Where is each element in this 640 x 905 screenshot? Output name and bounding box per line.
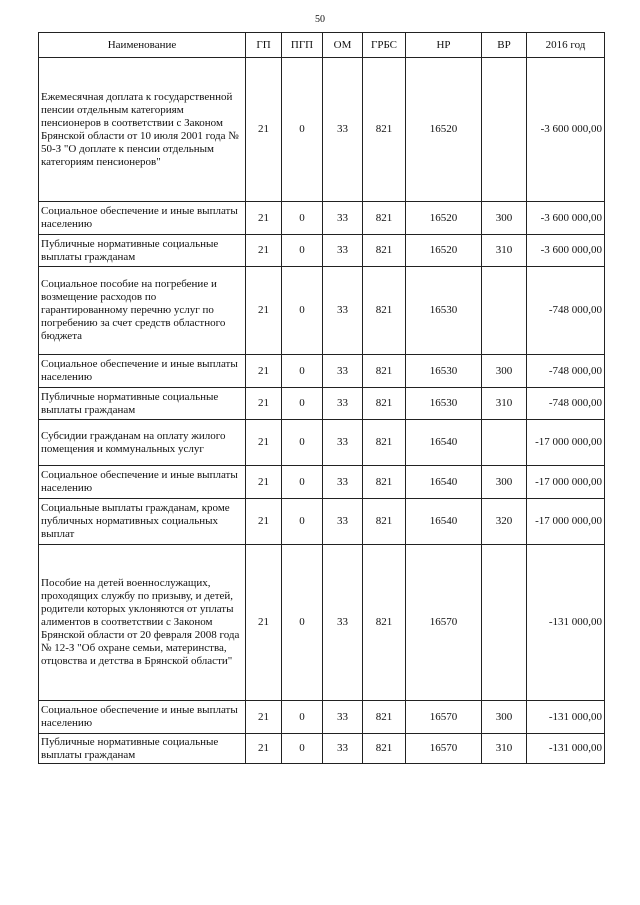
cell-vr: 310 [482, 388, 527, 420]
cell-om: 33 [323, 202, 363, 235]
table-row [39, 466, 605, 499]
cell-amount: -17 000 000,00 [527, 466, 605, 499]
header-vr: ВР [482, 33, 527, 58]
cell-grbs: 821 [363, 545, 406, 701]
header-grbs: ГРБС [363, 33, 406, 58]
cell-gp: 21 [246, 267, 282, 355]
cell-nr: 16570 [406, 701, 482, 734]
cell-pgp: 0 [282, 701, 323, 734]
cell-nr: 16540 [406, 466, 482, 499]
cell-om: 33 [323, 734, 363, 764]
cell-om: 33 [323, 235, 363, 267]
cell-nr: 16530 [406, 267, 482, 355]
cell-nr: 16540 [406, 420, 482, 466]
cell-name: Ежемесячная доплата к государственной пенсии отдельным категориям пенсионеров в соответствии с Законом Брянской области от 10 июля 2001 года № 50-З "О доплате к пенсии отдельным категориям пенсионеров" [39, 58, 246, 202]
header-nr: НР [406, 33, 482, 58]
cell-vr [482, 420, 527, 466]
cell-name: Субсидии гражданам на оплату жилого помещения и коммунальных услуг [39, 420, 246, 466]
cell-vr: 310 [482, 235, 527, 267]
cell-gp: 21 [246, 235, 282, 267]
cell-name: Публичные нормативные социальные выплаты гражданам [39, 388, 246, 420]
cell-nr: 16520 [406, 58, 482, 202]
table-row [39, 58, 605, 202]
cell-om: 33 [323, 499, 363, 545]
cell-pgp: 0 [282, 267, 323, 355]
cell-vr: 300 [482, 466, 527, 499]
cell-om: 33 [323, 58, 363, 202]
header-gp: ГП [246, 33, 282, 58]
cell-name: Пособие на детей военнослужащих, проходящих службу по призыву, и детей, родители которых уклоняются от уплаты алиментов в соответствии с Законом Брянской области от 20 февраля 2008 года № 12-З "Об охране семьи, материнства, отцовства и детства в Брянской области" [39, 545, 246, 701]
budget-table [38, 32, 605, 764]
cell-grbs: 821 [363, 734, 406, 764]
table-row [39, 734, 605, 764]
cell-grbs: 821 [363, 202, 406, 235]
cell-vr [482, 545, 527, 701]
cell-pgp: 0 [282, 388, 323, 420]
cell-nr: 16530 [406, 355, 482, 388]
cell-gp: 21 [246, 466, 282, 499]
table-row [39, 545, 605, 701]
cell-vr [482, 58, 527, 202]
table-header-row [39, 33, 605, 58]
header-year: 2016 год [527, 33, 605, 58]
cell-name: Социальное пособие на погребение и возмещение расходов по гарантированному перечню услуг по погребению за счет средств областного бюджета [39, 267, 246, 355]
cell-pgp: 0 [282, 202, 323, 235]
cell-name: Публичные нормативные социальные выплаты гражданам [39, 734, 246, 764]
cell-vr: 300 [482, 202, 527, 235]
table-row [39, 202, 605, 235]
cell-amount: -748 000,00 [527, 267, 605, 355]
cell-om: 33 [323, 466, 363, 499]
cell-grbs: 821 [363, 420, 406, 466]
cell-amount: -748 000,00 [527, 355, 605, 388]
cell-name: Публичные нормативные социальные выплаты гражданам [39, 235, 246, 267]
table-row [39, 701, 605, 734]
cell-gp: 21 [246, 420, 282, 466]
cell-vr: 320 [482, 499, 527, 545]
table-row [39, 355, 605, 388]
cell-amount: -3 600 000,00 [527, 58, 605, 202]
cell-pgp: 0 [282, 355, 323, 388]
table-row [39, 388, 605, 420]
cell-pgp: 0 [282, 420, 323, 466]
cell-gp: 21 [246, 202, 282, 235]
header-name: Наименование [39, 33, 246, 58]
cell-pgp: 0 [282, 499, 323, 545]
cell-nr: 16540 [406, 499, 482, 545]
cell-gp: 21 [246, 355, 282, 388]
cell-vr: 310 [482, 734, 527, 764]
cell-grbs: 821 [363, 499, 406, 545]
cell-gp: 21 [246, 545, 282, 701]
cell-om: 33 [323, 355, 363, 388]
cell-vr: 300 [482, 355, 527, 388]
cell-nr: 16530 [406, 388, 482, 420]
cell-grbs: 821 [363, 355, 406, 388]
cell-pgp: 0 [282, 58, 323, 202]
cell-gp: 21 [246, 734, 282, 764]
page-number: 50 [315, 14, 325, 25]
table-row [39, 267, 605, 355]
header-pgp: ПГП [282, 33, 323, 58]
cell-om: 33 [323, 545, 363, 701]
cell-amount: -3 600 000,00 [527, 202, 605, 235]
cell-nr: 16520 [406, 235, 482, 267]
cell-amount: -748 000,00 [527, 388, 605, 420]
cell-gp: 21 [246, 499, 282, 545]
cell-gp: 21 [246, 388, 282, 420]
cell-amount: -17 000 000,00 [527, 499, 605, 545]
cell-name: Социальное обеспечение и иные выплаты населению [39, 202, 246, 235]
cell-om: 33 [323, 267, 363, 355]
table-row [39, 235, 605, 267]
cell-amount: -131 000,00 [527, 545, 605, 701]
table-row [39, 499, 605, 545]
cell-nr: 16520 [406, 202, 482, 235]
cell-amount: -131 000,00 [527, 701, 605, 734]
cell-gp: 21 [246, 58, 282, 202]
cell-amount: -131 000,00 [527, 734, 605, 764]
cell-pgp: 0 [282, 235, 323, 267]
cell-gp: 21 [246, 701, 282, 734]
cell-grbs: 821 [363, 58, 406, 202]
cell-grbs: 821 [363, 466, 406, 499]
cell-name: Социальное обеспечение и иные выплаты населению [39, 355, 246, 388]
cell-name: Социальное обеспечение и иные выплаты населению [39, 466, 246, 499]
cell-grbs: 821 [363, 388, 406, 420]
cell-nr: 16570 [406, 545, 482, 701]
cell-amount: -17 000 000,00 [527, 420, 605, 466]
cell-vr: 300 [482, 701, 527, 734]
cell-pgp: 0 [282, 466, 323, 499]
cell-om: 33 [323, 388, 363, 420]
cell-pgp: 0 [282, 734, 323, 764]
cell-amount: -3 600 000,00 [527, 235, 605, 267]
cell-grbs: 821 [363, 267, 406, 355]
cell-name: Социальное обеспечение и иные выплаты населению [39, 701, 246, 734]
header-om: ОМ [323, 33, 363, 58]
cell-name: Социальные выплаты гражданам, кроме публичных нормативных социальных выплат [39, 499, 246, 545]
cell-grbs: 821 [363, 701, 406, 734]
cell-grbs: 821 [363, 235, 406, 267]
cell-vr [482, 267, 527, 355]
cell-om: 33 [323, 420, 363, 466]
cell-om: 33 [323, 701, 363, 734]
cell-pgp: 0 [282, 545, 323, 701]
table-row [39, 420, 605, 466]
cell-nr: 16570 [406, 734, 482, 764]
